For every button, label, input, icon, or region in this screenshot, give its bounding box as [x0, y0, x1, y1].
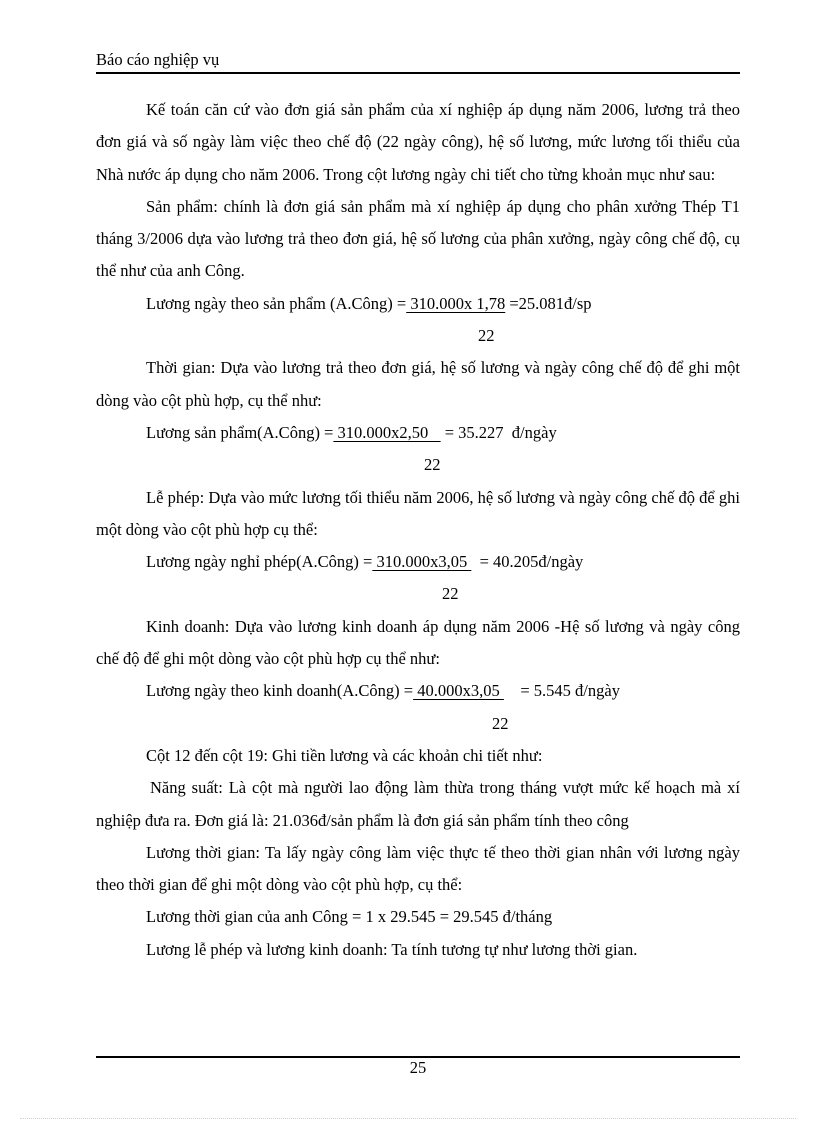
page-number: 25 [409, 1058, 427, 1077]
paragraph-intro: Kế toán căn cứ vào đơn giá sản phẩm của xí nghiệp áp dụng năm 2006, lương trả theo đơn giá và số ngày làm việc theo chế độ (22 ngày công), hệ số lương, mức lương tối thiểu của Nhà nước áp dụng cho năm 2006. Trong cột lương ngày chi tiết cho từng khoản mục như sau: [96, 100, 740, 184]
paragraph-kinh-doanh: Kinh doanh: Dựa vào lương kinh doanh áp dụng năm 2006 -Hệ số lương và ngày công chế độ để ghi một dòng vào cột phù hợp cụ thể như: [96, 616, 740, 669]
formula-denominator: 22 [492, 713, 509, 733]
paragraph-thoi-gian: Thời gian: Dựa vào lương trả theo đơn giá, hệ số lương và ngày công chế độ để ghi một dòng vào cột phù hợp, cụ thể như: [96, 358, 740, 410]
formula-denominator: 22 [478, 326, 495, 346]
formula-denominator: 22 [442, 584, 459, 604]
formula-numerator: 310.000x2,50 [333, 422, 441, 442]
paragraph-luong-thoi-gian: Lương thời gian: Ta lấy ngày công làm việc thực tế theo thời gian nhân với lương ngày theo thời gian để ghi một dòng vào cột phù hợp, cụ thể: [96, 842, 740, 895]
paragraph-cot-12-19: Cột 12 đến cột 19: Ghi tiền lương và các khoản chi tiết như: [146, 745, 543, 765]
formula-numerator: 310.000x3,05 [372, 552, 472, 572]
formula-label: Lương ngày nghỉ phép(A.Công) = [146, 552, 373, 572]
paragraph-nang-suat: Năng suất: Là cột mà người lao động làm thừa trong tháng vượt mức kế hoạch mà xí nghiệp đưa ra. Đơn giá là: 21.036đ/sản phẩm là đơn giá sản phẩm tính theo công [96, 778, 740, 830]
document-body [96, 94, 740, 966]
formula-result: = 40.205đ/ngày [471, 552, 584, 572]
paragraph-san-pham: Sản phẩm: chính là đơn giá sản phẩm mà xí nghiệp áp dụng cho phân xưởng Thép T1 tháng 3/2006 dựa vào lương trả theo đơn giá, hệ số lương của phân xưởng, ngày công chế độ, cụ thể như của anh Công. [96, 196, 740, 281]
formula-label: Lương ngày theo kinh doanh(A.Công) = [146, 681, 414, 701]
formula-numerator: 310.000x 1,78 [406, 293, 506, 313]
formula-denominator: 22 [424, 455, 441, 475]
page-edge-divider [20, 1118, 796, 1119]
paragraph-le-phep-kinh-doanh: Lương lễ phép và lương kinh doanh: Ta tính tương tự như lương thời gian. [146, 939, 638, 959]
formula-numerator: 40.000x3,05 [413, 681, 504, 701]
formula-le-phep [96, 546, 740, 578]
formula-thoi-gian [96, 417, 740, 449]
formula-result: = 35.227 đ/ngày [440, 422, 557, 442]
formula-result: =25.081đ/sp [505, 293, 592, 313]
header-divider [96, 72, 740, 74]
formula-kinh-doanh [96, 675, 740, 707]
paragraph-vi-du-anh-cong: Lương thời gian của anh Công = 1 x 29.545 = 29.545 đ/tháng [146, 907, 553, 927]
paragraph-le-phep: Lễ phép: Dựa vào mức lương tối thiểu năm 2006, hệ số lương và ngày công chế độ để ghi một dòng vào cột phù hợp cụ thể: [96, 487, 740, 539]
page-header-title: Báo cáo nghiệp vụ [96, 50, 220, 69]
formula-result: = 5.545 đ/ngày [503, 681, 620, 701]
formula-san-pham [96, 288, 740, 320]
formula-label: Lương sản phẩm(A.Công) = [146, 422, 334, 442]
formula-label: Lương ngày theo sản phẩm (A.Công) = [146, 293, 407, 313]
